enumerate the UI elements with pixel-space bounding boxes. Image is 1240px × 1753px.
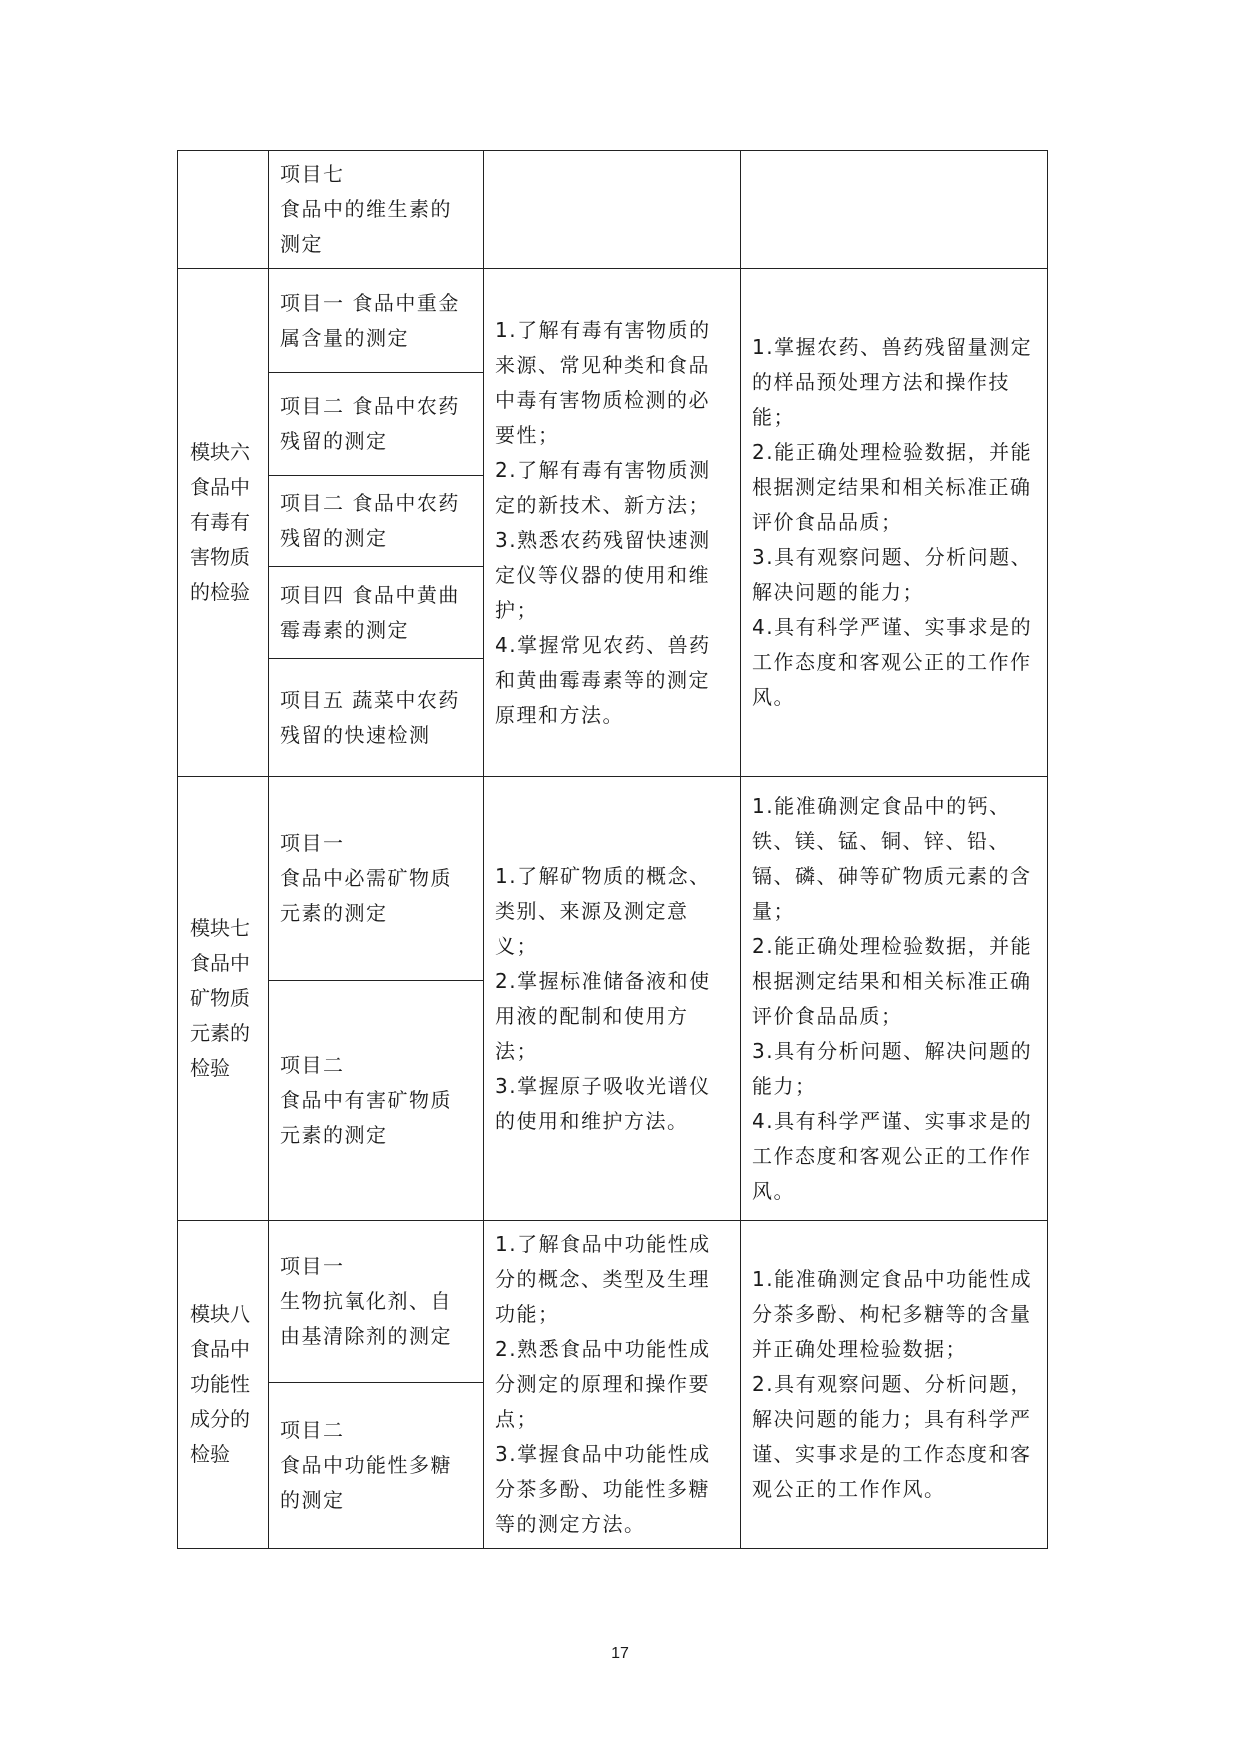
ability-cell [741,151,1048,269]
page-number: 17 [611,1645,629,1662]
module-cell: 模块八 食品中 功能性 成分的 检验 [178,1221,269,1549]
project-cell: 项目七 食品中的维生素的测定 [269,151,484,269]
table-row [178,151,1048,269]
ability-cell: 1.掌握农药、兽药残留量测定的样品预处理方法和操作技能； 2.能正确处理检验数据，并能根据测定结果和相关标准正确评价食品品质； 3.具有观察问题、分析问题、解决问题的能力； 4.具有科学严谨、实事求是的工作态度和客观公正的工作作风。 [741,269,1048,777]
project-cell: 项目一 生物抗氧化剂、自由基清除剂的测定 [269,1221,484,1383]
project-cell: 项目二 食品中农药残留的测定 [269,476,484,567]
knowledge-cell: 1.了解食品中功能性成分的概念、类型及生理功能； 2.熟悉食品中功能性成分测定的原理和操作要点； 3.掌握食品中功能性成分茶多酚、功能性多糖等的测定方法。 [484,1221,741,1549]
ability-cell: 1.能准确测定食品中的钙、铁、镁、锰、铜、锌、铅、镉、磷、砷等矿物质元素的含量； 2.能正确处理检验数据，并能根据测定结果和相关标准正确评价食品品质； 3.具有分析问题、解决问题的能力； 4.具有科学严谨、实事求是的工作态度和客观公正的工作作风。 [741,777,1048,1221]
project-cell: 项目二 食品中有害矿物质元素的测定 [269,981,484,1221]
table-row [178,777,1048,981]
project-cell: 项目四 食品中黄曲霉毒素的测定 [269,567,484,659]
table-row [178,269,1048,373]
knowledge-cell: 1.了解矿物质的概念、类别、来源及测定意义； 2.掌握标准储备液和使用液的配制和使用方法； 3.掌握原子吸收光谱仪的使用和维护方法。 [484,777,741,1221]
ability-cell: 1.能准确测定食品中功能性成分茶多酚、枸杞多糖等的含量并正确处理检验数据； 2.具有观察问题、分析问题，解决问题的能力；具有科学严谨、实事求是的工作态度和客观公正的工作作风。 [741,1221,1048,1549]
course-content-table [177,150,1048,1549]
module-cell [178,151,269,269]
project-cell: 项目一 食品中重金属含量的测定 [269,269,484,373]
module-cell: 模块六 食品中 有毒有 害物质 的检验 [178,269,269,777]
module-cell: 模块七 食品中 矿物质 元素的 检验 [178,777,269,1221]
project-cell: 项目二 食品中农药残留的测定 [269,373,484,476]
project-cell: 项目五 蔬菜中农药残留的快速检测 [269,659,484,777]
project-cell: 项目二 食品中功能性多糖的测定 [269,1383,484,1549]
knowledge-cell: 1.了解有毒有害物质的来源、常见种类和食品中毒有害物质检测的必要性； 2.了解有毒有害物质测定的新技术、新方法； 3.熟悉农药残留快速测定仪等仪器的使用和维护； 4.掌握常见农药、兽药和黄曲霉毒素等的测定原理和方法。 [484,269,741,777]
project-cell: 项目一 食品中必需矿物质元素的测定 [269,777,484,981]
knowledge-cell [484,151,741,269]
table-row [178,1221,1048,1383]
